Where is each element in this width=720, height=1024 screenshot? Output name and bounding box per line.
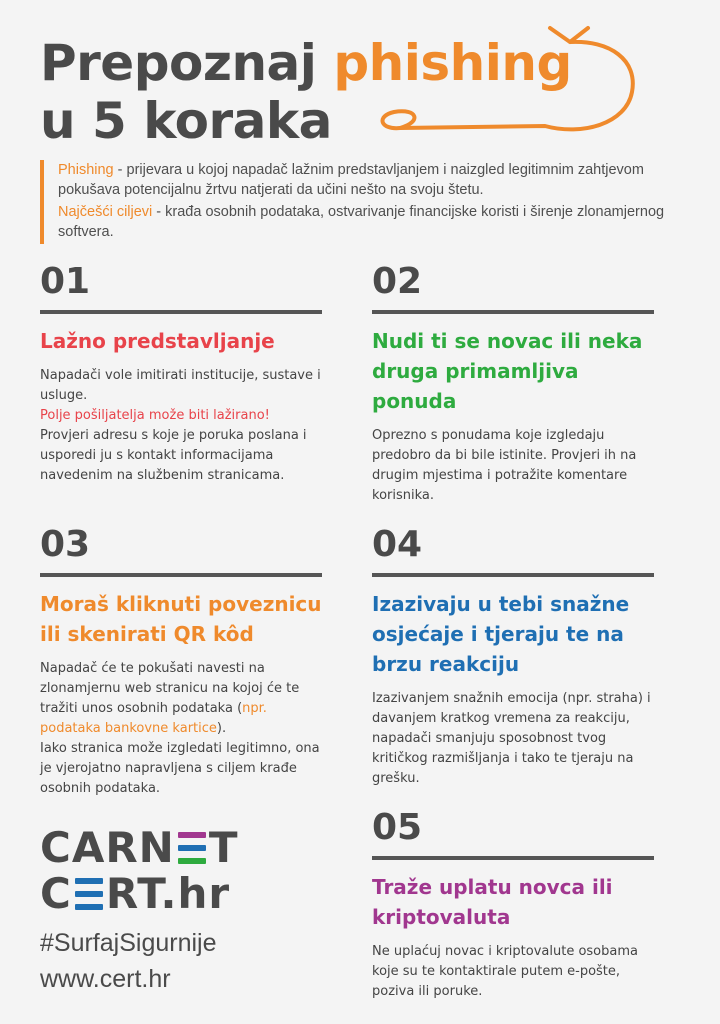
term-phishing: Phishing [58, 162, 114, 178]
step-body-text: Napadači vole imitirati institucije, sustave i usluge. [40, 368, 321, 403]
step-number: 02 [372, 262, 654, 314]
step-body-text-2: ). [216, 721, 227, 736]
logo-e-bars-icon [75, 878, 103, 910]
step-02 [372, 262, 662, 506]
step-05 [372, 808, 662, 1002]
carnet-cert-logo [40, 825, 238, 917]
step-number: 04 [372, 525, 654, 577]
step-body-highlight: npr. podataka bankovne kartice [40, 701, 267, 736]
step-title: Lažno predstavljanje [40, 329, 275, 353]
website-url: www.cert.hr [40, 965, 171, 993]
step-title: Moraš kliknuti poveznicu ili skenirati QR kôd [40, 592, 322, 646]
step-number: 01 [40, 262, 322, 314]
step-body-text: Napadač će te pokušati navesti na zlonamjernu web stranicu na kojoj će te tražiti unos osobnih podataka ( [40, 661, 300, 716]
step-number: 03 [40, 525, 322, 577]
step-body: Izazivanjem snažnih emocija (npr. straha) i davanjem kratkog vremena za reakciju, napadači smanjuju sposobnost tvog kritičkog razmišljanja i tako te tjeraju na grešku. [372, 691, 651, 786]
page-title [40, 34, 572, 150]
logo-text-rthr: RT.hr [105, 869, 231, 918]
logo-text-carn: CARN [40, 823, 175, 872]
title-line2: u 5 koraka [40, 92, 332, 150]
step-body: Ne uplaćuj novac i kriptovalute osobama koje su te kontaktirale putem e-pošte, poziva ili poruke. [372, 944, 638, 999]
definition-goals [58, 202, 690, 242]
step-04 [372, 525, 662, 789]
step-title: Traže uplatu novca ili kriptovaluta [372, 875, 613, 929]
hashtag: #SurfajSigurnije [40, 929, 217, 957]
logo-e-bars-icon [178, 832, 206, 864]
title-accent: phishing [333, 34, 572, 92]
intro-definitions [40, 160, 690, 244]
step-number: 05 [372, 808, 654, 860]
definition-phishing-text: - prijevara u kojoj napadač lažnim predstavljanjem i naizgled legitimnim zahtjevom pokušava potencijalnu žrtvu natjerati da učini nešto na svoju štetu. [58, 162, 644, 198]
step-03 [40, 525, 330, 799]
step-title: Nudi ti se novac ili neka druga primamljiva ponuda [372, 329, 643, 413]
step-body [40, 659, 330, 799]
step-body-text-3: Iako stranica može izgledati legitimno, ona je vjerojatno napravljena s ciljem krađe osobnih podataka. [40, 741, 320, 796]
definition-goals-text: - krađa osobnih podataka, ostvarivanje financijske koristi i širenje zlonamjernog softvera. [58, 204, 665, 240]
step-body-text-2: Provjeri adresu s koje je poruka poslana i usporedi ju s kontakt informacijama navedenim na službenim stranicama. [40, 428, 307, 483]
step-body [40, 366, 330, 486]
step-title: Izazivaju u tebi snažne osjećaje i tjeraju te na brzu reakciju [372, 592, 630, 676]
definition-phishing [58, 160, 690, 200]
step-01 [40, 262, 330, 486]
logo-text-c: C [40, 869, 72, 918]
logo-line-carnet [40, 825, 238, 871]
logo-text-t: T [208, 823, 239, 872]
step-body-warning: Polje pošiljatelja može biti lažirano! [40, 408, 270, 423]
title-part1: Prepoznaj [40, 34, 334, 92]
term-goals: Najčešći ciljevi [58, 204, 153, 220]
step-body: Oprezno s ponudama koje izgledaju predobro da bi bile istinite. Provjeri ih na drugim mjestima i potražite komentare korisnika. [372, 428, 637, 503]
logo-line-cert [40, 871, 238, 917]
